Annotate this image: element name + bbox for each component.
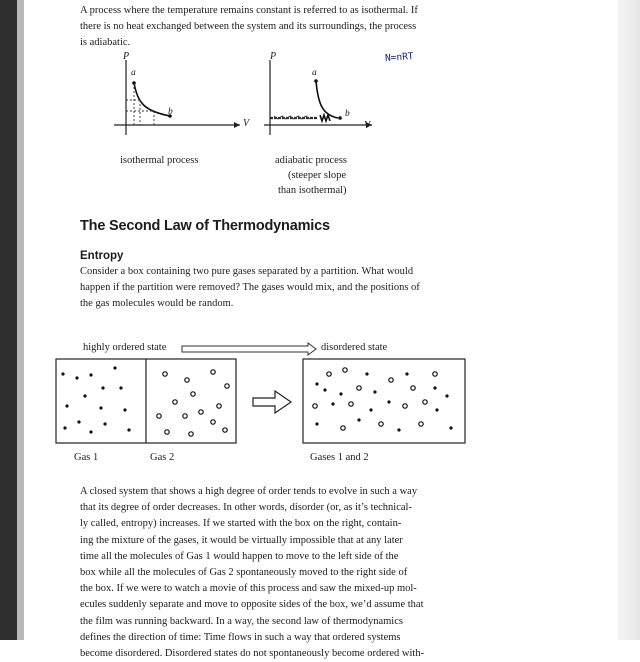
mixing-arrow-icon — [253, 391, 291, 413]
entropy-intro-line: the gas molecules would be random. — [80, 298, 234, 310]
adiabatic-caption-line: adiabatic process — [275, 155, 348, 166]
isothermal-y-axis-label: P — [123, 51, 130, 62]
adiabatic-caption-line: (steeper slope — [288, 170, 347, 181]
body-line: ly called, entropy) increases. If we started with the box on the right, contain- — [80, 518, 402, 530]
body-line: box while all the molecules of Gas 2 spontaneously moved to the right side of — [80, 567, 408, 579]
intro-line: there is no heat exchanged between the system and its surroundings, the process — [80, 21, 417, 33]
gas-1-molecules — [61, 366, 130, 433]
body-line: become disordered. Disordered states do not spontaneously become ordered with- — [80, 648, 425, 660]
body-line: A closed system that shows a high degree of order tends to evolve in such a way — [80, 486, 418, 497]
section-title: The Second Law of Thermodynamics — [80, 218, 330, 234]
book-binding-edge — [17, 0, 24, 640]
body-line: defines the direction of time: Time flows in such a way that ordered systems — [80, 631, 401, 643]
body-line: that its degree of order decreases. In other words, disorder (or, as it’s technical- — [80, 502, 412, 514]
entropy-intro-paragraph — [80, 264, 540, 313]
mixed-gas-molecules — [313, 368, 453, 432]
adiabatic-y-axis-label: P — [270, 51, 277, 62]
ordered-state-label: highly ordered state — [83, 342, 167, 353]
intro-line: is adiabatic. — [80, 37, 131, 49]
book-page — [74, 0, 540, 660]
intro-line: A process where the temperature remains constant is referred to as isothermal. If — [80, 5, 418, 16]
box-label-mixed-gases: Gases 1 and 2 — [310, 452, 369, 463]
box-label-gas-1: Gas 1 — [74, 452, 99, 463]
body-line: ecules suddenly separate and move to opposite sides of the box, we’d assume that — [80, 599, 424, 611]
gas-boxes-diagram — [55, 358, 445, 450]
entropy-intro-line: Consider a box containing two pure gases separated by a partition. What would — [80, 266, 414, 277]
box-label-gas-2: Gas 2 — [150, 452, 175, 463]
entropy-intro-line: happen if the partition were removed? The gases would mix, and the positions of — [80, 282, 420, 294]
entropy-body-paragraph — [80, 484, 540, 662]
isothermal-point-a-label: a — [131, 68, 136, 78]
handwritten-note: N=nRT — [384, 51, 414, 64]
body-line: the film was running backward. In a way, the second law of thermodynamics — [80, 615, 403, 627]
disordered-state-label: disordered state — [321, 342, 388, 353]
isothermal-point-b-label: b — [168, 107, 173, 117]
book-binding-shadow — [0, 0, 17, 640]
isothermal-caption: isothermal process — [120, 155, 199, 166]
body-line: the box. If we were to watch a movie of this process and saw the mixed-up mol- — [80, 583, 417, 595]
adiabatic-x-axis-label: V — [364, 120, 371, 131]
subsection-title: Entropy — [80, 250, 124, 262]
body-line: ing the mixture of the gases, it would be virtually impossible that at any later — [80, 534, 403, 546]
adiabatic-point-a-label: a — [312, 68, 317, 78]
body-line: time all the molecules of Gas 1 would happen to move to the left side of the — [80, 550, 399, 562]
intro-paragraph — [80, 3, 540, 52]
isothermal-x-axis-label: V — [243, 118, 250, 129]
ordered-to-disordered-arrow — [180, 342, 320, 356]
adiabatic-point-b-label: b — [345, 109, 350, 119]
adiabatic-graph — [260, 55, 410, 145]
page-right-margin — [618, 0, 640, 640]
adiabatic-caption-line: than isothermal) — [278, 185, 347, 196]
gas-2-molecules — [157, 370, 229, 436]
